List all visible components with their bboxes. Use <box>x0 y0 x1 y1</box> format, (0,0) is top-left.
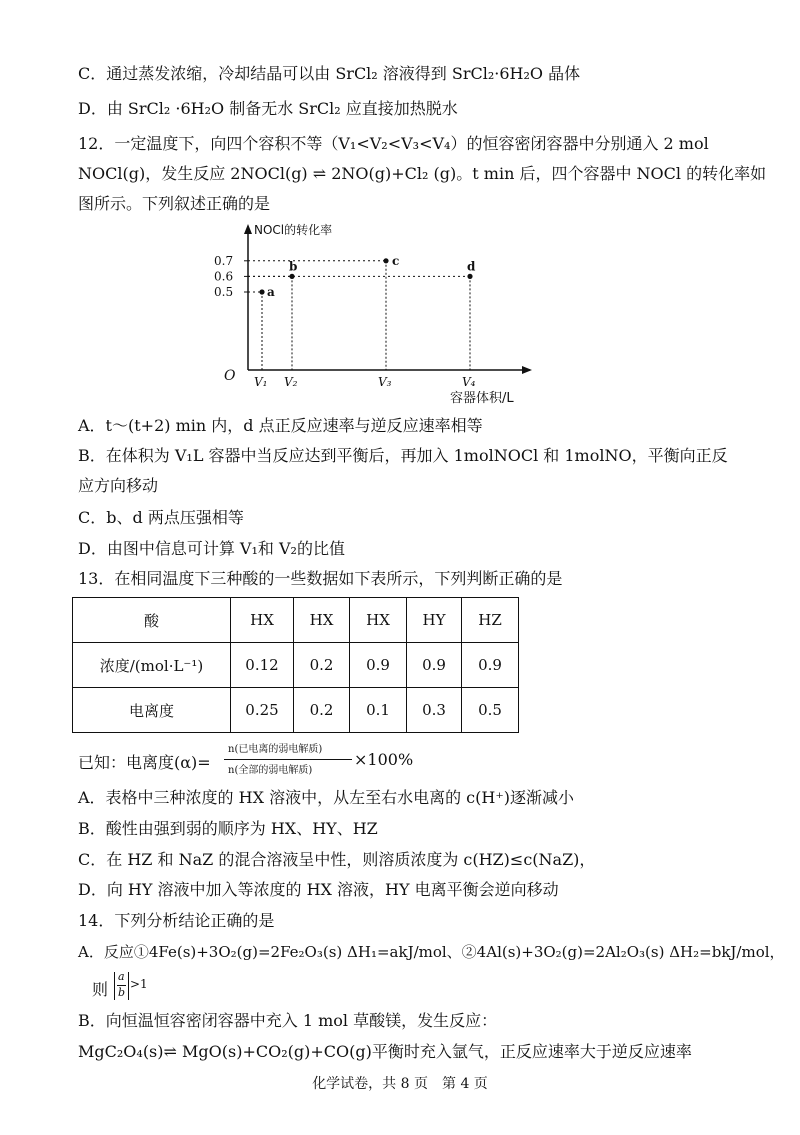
x-tick-label: V₃ <box>378 375 392 389</box>
y-tick-label: 0.6 <box>214 269 234 284</box>
point-label-c: c <box>392 253 400 268</box>
q13-option-c: C．在 HZ 和 NaZ 的混合溶液呈中性，则溶质浓度为 c(HZ)≤c(NaZ)， <box>78 850 596 869</box>
table-cell: 0.9 <box>407 643 462 688</box>
abs-bar-left <box>114 972 115 1000</box>
acid-data-table <box>72 597 519 733</box>
y-axis-label: NOCl的转化率 <box>254 223 333 237</box>
q11-option-d: D．由 SrCl₂ ·6H₂O 制备无水 SrCl₂ 应直接加热脱水 <box>78 99 458 118</box>
point-label-b: b <box>289 259 298 274</box>
q12-option-d: D．由图中信息可计算 V₁和 V₂的比值 <box>78 539 345 558</box>
table-cell: 0.25 <box>231 688 294 733</box>
ratio-denominator: b <box>118 986 126 999</box>
q14-option-a-line1: A．反应①4Fe(s)+3O₂(g)=2Fe₂O₃(s) ΔH₁=akJ/mol、②4Al(s)+3O₂(g)=2Al₂O₃(s) ΔH₂=bkJ/mol， <box>78 943 785 961</box>
page-footer: 化学试卷，共 8 页 第 4 页 <box>312 1076 488 1092</box>
q12-stem-line3: 图所示。下列叙述正确的是 <box>78 194 271 213</box>
table-row <box>73 688 519 733</box>
table-cell: 0.9 <box>350 643 407 688</box>
data-point-a <box>259 289 264 294</box>
q13-option-a: A．表格中三种浓度的 HX 溶液中，从左至右水电离的 c(H⁺)逐渐减小 <box>78 788 575 807</box>
q13-stem: 13．在相同温度下三种酸的一些数据如下表所示，下列判断正确的是 <box>78 569 563 588</box>
table-cell: 0.3 <box>407 688 462 733</box>
origin-label: O <box>224 368 236 384</box>
formula-numerator: n(已电离的弱电解质) <box>228 744 323 755</box>
q12-option-b-line2: 应方向移动 <box>78 476 159 495</box>
table-cell: 浓度/(mol·L⁻¹) <box>73 643 231 688</box>
x-axis-label: 容器体积/L <box>450 391 514 405</box>
ratio-numerator: a <box>118 970 125 983</box>
ratio-suffix: >1 <box>130 977 148 991</box>
q12-option-a: A．t～(t+2) min 内，d 点正反应速率与逆反应速率相等 <box>78 416 483 435</box>
x-tick-label: V₄ <box>462 375 476 389</box>
table-cell: 电离度 <box>73 688 231 733</box>
table-header-cell: 酸 <box>73 598 231 643</box>
formula-denominator: n(全部的弱电解质) <box>228 765 313 776</box>
table-cell: 0.2 <box>294 688 350 733</box>
table-header-cell: HZ <box>462 598 519 643</box>
data-point-d <box>467 274 472 279</box>
ratio-prefix: 则 <box>92 980 109 999</box>
q12-option-b-line1: B．在体积为 V₁L 容器中当反应达到平衡后，再加入 1molNOCl 和 1molNO，平衡向正反 <box>78 446 728 465</box>
formula-suffix: ×100% <box>354 750 414 769</box>
table-header-cell: HY <box>407 598 462 643</box>
point-label-d: d <box>467 259 476 274</box>
formula-prefix: 已知：电离度(α)= <box>78 753 211 772</box>
y-tick-label: 0.7 <box>214 253 234 268</box>
q12-option-c: C．b、d 两点压强相等 <box>78 508 244 527</box>
data-point-c <box>383 258 388 263</box>
x-tick-label: V₂ <box>284 375 298 389</box>
q13-option-d: D．向 HY 溶液中加入等浓度的 HX 溶液，HY 电离平衡会逆向移动 <box>78 880 559 899</box>
table-header-cell: HX <box>231 598 294 643</box>
q14-option-b-line1: B．向恒温恒容密闭容器中充入 1 mol 草酸镁，发生反应： <box>78 1011 498 1030</box>
q14-stem: 14．下列分析结论正确的是 <box>78 911 275 930</box>
y-tick-label: 0.5 <box>214 285 234 299</box>
conversion-chart <box>210 220 550 405</box>
q14-option-b-line2: MgC₂O₄(s)⇌ MgO(s)+CO₂(g)+CO(g)平衡时充入氩气，正反应速率大于逆反应速率 <box>78 1042 692 1061</box>
y-axis-arrow <box>244 224 252 234</box>
table-cell: 0.12 <box>231 643 294 688</box>
table-cell: 0.1 <box>350 688 407 733</box>
table-header-cell: HX <box>350 598 407 643</box>
q11-option-c: C．通过蒸发浓缩，冷却结晶可以由 SrCl₂ 溶液得到 SrCl₂·6H₂O 晶体 <box>78 64 581 83</box>
table-cell: 0.9 <box>462 643 519 688</box>
formula-bar <box>224 759 352 760</box>
table-cell: 0.2 <box>294 643 350 688</box>
point-label-a: a <box>267 285 275 299</box>
q12-stem-line1: 12．一定温度下，向四个容积不等（V₁<V₂<V₃<V₄）的恒容密闭容器中分别通入 2 mol <box>78 134 709 153</box>
x-axis-arrow <box>522 366 532 374</box>
x-tick-label: V₁ <box>254 375 268 389</box>
table-cell: 0.5 <box>462 688 519 733</box>
abs-bar-right <box>128 972 129 1000</box>
table-header-row <box>73 598 519 643</box>
q13-option-b: B．酸性由强到弱的顺序为 HX、HY、HZ <box>78 819 378 838</box>
table-header-cell: HX <box>294 598 350 643</box>
table-row <box>73 643 519 688</box>
q12-stem-line2: NOCl(g)，发生反应 2NOCl(g) ⇌ 2NO(g)+Cl₂ (g)。t min 后，四个容器中 NOCl 的转化率如 <box>78 164 767 183</box>
